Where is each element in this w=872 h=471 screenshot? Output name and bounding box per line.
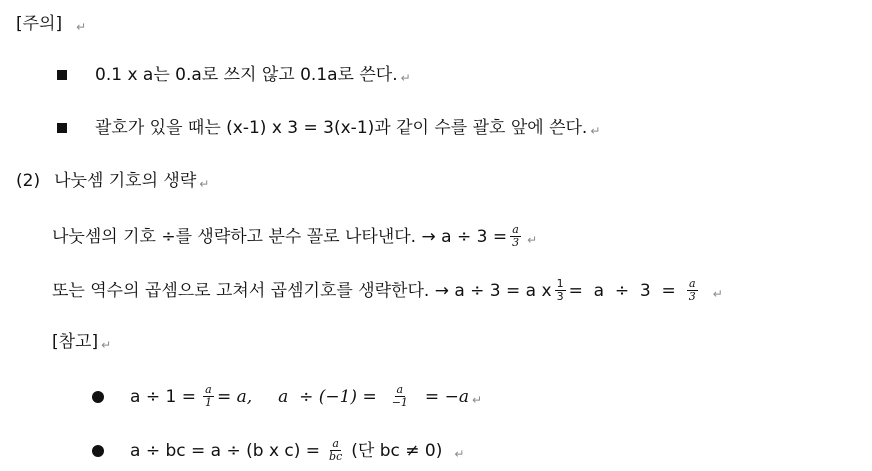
section-title: 나눗셈 기호의 생략: [54, 171, 197, 191]
reference-title: [참고]: [52, 332, 99, 352]
circle-bullet-icon: [92, 445, 104, 457]
reference-item-2-note: (단 bc ≠ 0): [351, 440, 443, 461]
reference-item-1-lhs: a ÷ 1 =: [130, 386, 196, 407]
paragraph-mark-icon: ↵: [590, 124, 601, 138]
section-heading: [16, 170, 209, 192]
fraction-a-over-bc: $\frac{a}{bc}$: [329, 437, 343, 463]
bullet-text: 0.1 x a는 0.a로 쓰지 않고 0.1a로 쓴다.: [95, 65, 398, 85]
fraction-1-over-3: $\frac{1}{3}$: [556, 277, 564, 303]
division-rule-line: [52, 224, 537, 249]
circle-bullet-icon: [92, 391, 104, 403]
square-bullet-icon: [57, 70, 67, 80]
reference-item-2-lhs: a ÷ bc = a ÷ (b x c) =: [130, 440, 321, 461]
division-rule-text: 나눗셈의 기호 ÷를 생략하고 분수 꼴로 나타낸다. → a ÷ 3 =: [52, 226, 508, 247]
reference-item-1: [92, 384, 482, 409]
reciprocal-rule-mid: = a ÷ 3 =: [568, 280, 676, 301]
reference-item-1-mid: a ÷ (−1) =: [278, 386, 377, 407]
notice-title-line: [16, 13, 86, 35]
paragraph-mark-icon: ↵: [712, 286, 723, 301]
notice-bullet-2: [57, 117, 600, 139]
reference-item-1-eq2: = −a: [424, 386, 469, 407]
reference-item-2: [92, 438, 464, 463]
paragraph-mark-icon: ↵: [527, 232, 538, 247]
notice-title: [주의]: [16, 14, 63, 34]
reciprocal-rule-line: [52, 278, 723, 303]
bullet-text: 괄호가 있을 때는 (x-1) x 3 = 3(x-1)과 같이 수를 괄호 앞에 쓴다.: [95, 118, 588, 138]
paragraph-mark-icon: ↵: [471, 392, 483, 407]
notice-bullet-1: [57, 64, 411, 86]
paragraph-mark-icon: ↵: [400, 71, 411, 85]
paragraph-mark-icon: ↵: [454, 446, 465, 461]
fraction-a-over-minus-1: $\frac{a}{-1}$: [391, 383, 408, 409]
reciprocal-rule-text: 또는 역수의 곱셈으로 고쳐서 곱셈기호를 생략한다. → a ÷ 3 = a x: [52, 280, 552, 301]
reference-title-line: [52, 331, 111, 353]
section-number: (2): [16, 171, 41, 191]
fraction-a-over-3: $\frac{a}{3}$: [512, 223, 520, 249]
reference-item-1-eq1: = a,: [216, 386, 253, 407]
square-bullet-icon: [57, 123, 67, 133]
paragraph-mark-icon: ↵: [76, 20, 87, 34]
paragraph-mark-icon: ↵: [199, 177, 210, 191]
fraction-a-over-3: $\frac{a}{3}$: [688, 277, 696, 303]
paragraph-mark-icon: ↵: [101, 338, 112, 352]
fraction-a-over-1: $\frac{a}{1}$: [204, 383, 212, 409]
